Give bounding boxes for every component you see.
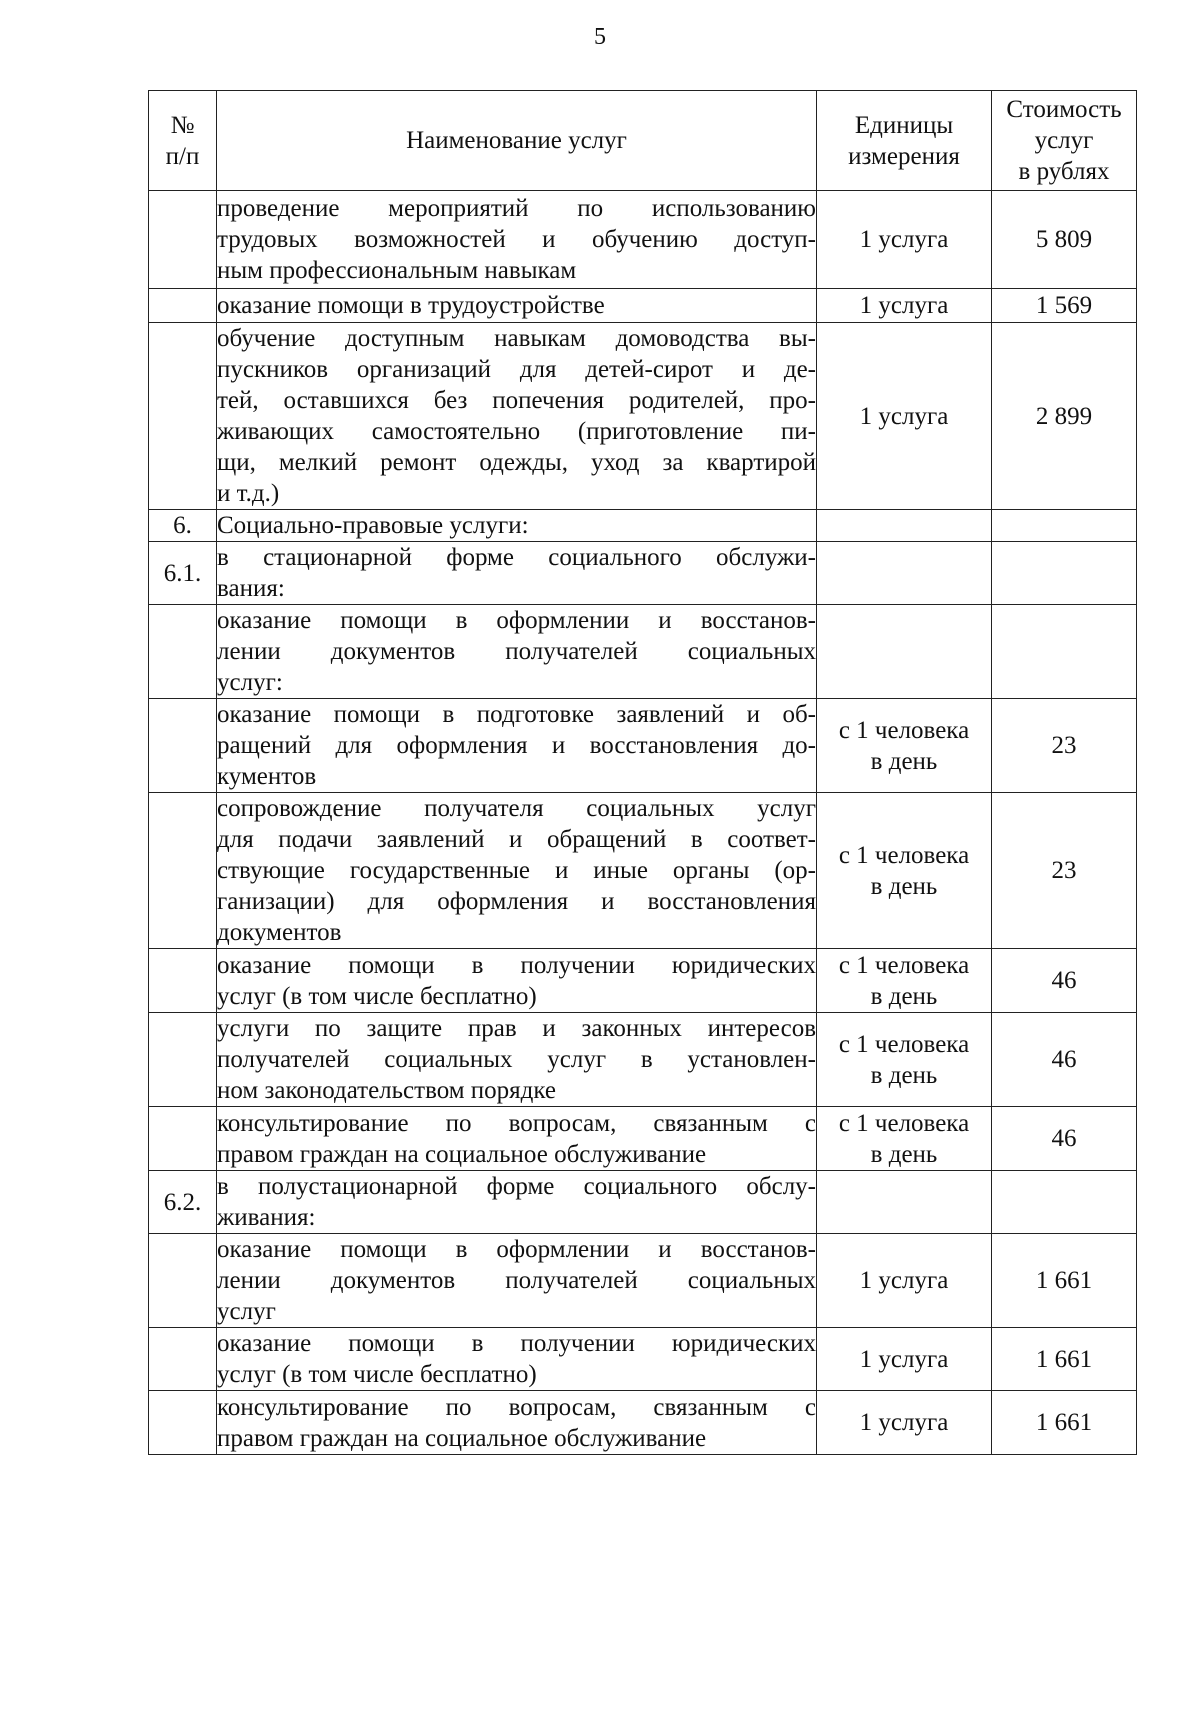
cost-cell: 2 899 — [992, 323, 1137, 510]
service-name-line: оказание помощи в оформлении и восстанов- — [217, 607, 816, 634]
unit-line: в день — [870, 1061, 938, 1089]
service-name-line: правом граждан на социальное обслуживание — [217, 1424, 707, 1452]
row-number-cell — [149, 289, 217, 323]
row-number-cell — [149, 1107, 217, 1171]
unit-cell — [817, 323, 992, 510]
unit-cell — [817, 699, 992, 793]
row-number-cell — [149, 699, 217, 793]
unit-line: 1 услуга — [859, 1409, 949, 1436]
table-row — [149, 510, 1137, 542]
service-name-line: услуг (в том числе бесплатно) — [217, 982, 537, 1010]
service-name-line: пускников организаций для детей-сирот и де- — [217, 356, 816, 383]
table-row — [149, 1013, 1137, 1107]
service-name-cell — [217, 1171, 817, 1234]
row-number-cell — [149, 323, 217, 510]
unit-cell — [817, 510, 992, 542]
unit-cell — [817, 1107, 992, 1171]
unit-line: с 1 человека — [838, 951, 970, 979]
table-row — [149, 1328, 1137, 1391]
service-name-cell — [217, 510, 817, 542]
service-name-line: Социально-правовые услуги: — [217, 512, 529, 539]
row-number-cell — [149, 1328, 217, 1391]
header-cost-line: услуг — [1034, 127, 1094, 154]
service-name-line: тей, оставшихся без попечения родителей, про- — [217, 387, 816, 414]
row-number-cell: 6. — [149, 510, 217, 542]
unit-line: 1 услуга — [859, 402, 949, 430]
service-name-line: в полустационарной форме социального обслу- — [217, 1173, 816, 1200]
row-number-cell: 6.1. — [149, 542, 217, 605]
cost-cell — [992, 510, 1137, 542]
service-name-line: для подачи заявлений и обращений в соответ- — [217, 826, 816, 853]
service-name-line: ращений для оформления и восстановления до- — [217, 732, 816, 759]
service-name-cell — [217, 605, 817, 699]
unit-line: с 1 человека — [838, 716, 970, 744]
cost-cell — [992, 1171, 1137, 1234]
page-number: 5 — [594, 24, 606, 50]
service-name-line: консультирование по вопросам, связанным с — [217, 1109, 816, 1137]
service-name-line: и т.д.) — [217, 480, 280, 507]
service-name-line: оказание помощи в получении юридических — [217, 951, 816, 979]
cost-cell: 46 — [992, 1107, 1137, 1171]
row-number-cell — [149, 949, 217, 1013]
table-row — [149, 289, 1137, 323]
cost-cell: 1 569 — [992, 289, 1137, 323]
header-cost-line: в рублях — [1018, 158, 1110, 185]
unit-cell — [817, 793, 992, 949]
row-number-cell — [149, 1234, 217, 1328]
table-row — [149, 949, 1137, 1013]
service-name-cell — [217, 289, 817, 323]
table-row — [149, 191, 1137, 289]
unit-cell — [817, 1171, 992, 1234]
unit-cell — [817, 191, 992, 289]
service-name-cell — [217, 1013, 817, 1107]
header-cost-line: Стоимость — [1006, 96, 1122, 123]
table-row — [149, 1234, 1137, 1328]
header-name-cell — [217, 91, 817, 191]
row-number-cell — [149, 1391, 217, 1455]
service-name-line: проведение мероприятий по использованию — [217, 195, 816, 222]
header-number-line: № — [170, 111, 195, 139]
service-name-cell — [217, 1391, 817, 1455]
table-row — [149, 1107, 1137, 1171]
service-name-cell — [217, 1234, 817, 1328]
table-header-row — [149, 91, 1137, 191]
service-name-line: трудовых возможностей и обучению доступ- — [217, 226, 816, 253]
service-name-cell — [217, 191, 817, 289]
unit-line: с 1 человека — [838, 1109, 970, 1137]
service-name-cell — [217, 542, 817, 605]
unit-cell — [817, 542, 992, 605]
service-name-line: услуг — [217, 1298, 276, 1325]
unit-line: с 1 человека — [838, 1030, 970, 1058]
service-name-cell — [217, 323, 817, 510]
unit-line: 1 услуга — [859, 292, 949, 319]
unit-cell — [817, 1013, 992, 1107]
service-name-line: ным профессиональным навыкам — [217, 257, 577, 284]
cost-cell: 1 661 — [992, 1391, 1137, 1455]
service-name-line: щи, мелкий ремонт одежды, уход за квартирой — [217, 449, 816, 476]
unit-line: в день — [870, 982, 938, 1010]
unit-line: 1 услуга — [859, 226, 949, 253]
cost-cell: 5 809 — [992, 191, 1137, 289]
unit-cell — [817, 289, 992, 323]
table-row — [149, 323, 1137, 510]
unit-line: в день — [870, 872, 938, 900]
service-name-line: оказание помощи в получении юридических — [217, 1330, 816, 1357]
service-name-line: ном законодательством порядке — [217, 1077, 557, 1104]
header-name-label: Наименование услуг — [406, 127, 627, 154]
service-name-line: консультирование по вопросам, связанным с — [217, 1393, 816, 1421]
row-number-cell — [149, 191, 217, 289]
row-number-cell — [149, 1013, 217, 1107]
header-number-cell — [149, 91, 217, 191]
header-cost-cell — [992, 91, 1137, 191]
table-row — [149, 793, 1137, 949]
header-unit-line: Единицы — [854, 111, 954, 139]
service-name-line: услуг (в том числе бесплатно) — [217, 1361, 537, 1388]
unit-line: в день — [870, 747, 938, 775]
unit-line: с 1 человека — [838, 841, 970, 869]
table-row — [149, 605, 1137, 699]
cost-cell — [992, 542, 1137, 605]
table-row — [149, 699, 1137, 793]
unit-cell — [817, 605, 992, 699]
service-name-line: оказание помощи в трудоустройстве — [217, 292, 605, 319]
service-name-line: живающих самостоятельно (приготовление пи- — [217, 418, 816, 445]
service-name-cell — [217, 1328, 817, 1391]
row-number-cell: 6.2. — [149, 1171, 217, 1234]
unit-cell — [817, 1391, 992, 1455]
service-name-line: услуги по защите прав и законных интересов — [217, 1015, 816, 1042]
service-name-line: оказание помощи в оформлении и восстанов- — [217, 1236, 816, 1263]
header-unit-cell — [817, 91, 992, 191]
service-name-line: живания: — [217, 1204, 316, 1231]
service-name-line: услуг: — [217, 669, 283, 696]
service-name-line: вания: — [217, 575, 285, 602]
row-number-cell — [149, 605, 217, 699]
cost-cell: 46 — [992, 949, 1137, 1013]
unit-cell — [817, 1234, 992, 1328]
table-body — [149, 191, 1137, 1455]
unit-cell — [817, 1328, 992, 1391]
service-name-line: ганизации) для оформления и восстановления — [217, 888, 816, 915]
table-row — [149, 1171, 1137, 1234]
cost-cell: 1 661 — [992, 1328, 1137, 1391]
cost-cell: 1 661 — [992, 1234, 1137, 1328]
unit-line: 1 услуга — [859, 1267, 949, 1294]
service-name-line: оказание помощи в подготовке заявлений и об- — [217, 701, 816, 728]
service-name-line: получателей социальных услуг в установлен- — [217, 1046, 816, 1073]
cost-cell: 23 — [992, 793, 1137, 949]
service-name-line: лении документов получателей социальных — [217, 638, 816, 665]
service-name-line: лении документов получателей социальных — [217, 1267, 816, 1294]
service-name-cell — [217, 949, 817, 1013]
row-number-cell — [149, 793, 217, 949]
unit-line: в день — [870, 1140, 938, 1168]
unit-line: 1 услуга — [859, 1345, 949, 1373]
services-price-table — [148, 90, 1137, 1455]
service-name-line: правом граждан на социальное обслуживание — [217, 1140, 707, 1168]
service-name-line: обучение доступным навыкам домоводства вы- — [217, 325, 816, 352]
unit-cell — [817, 949, 992, 1013]
header-unit-line: измерения — [848, 142, 960, 170]
header-number-line: п/п — [165, 142, 200, 170]
service-name-cell — [217, 699, 817, 793]
table-row — [149, 1391, 1137, 1455]
service-name-line: кументов — [217, 763, 317, 790]
service-name-line: документов — [217, 919, 342, 946]
service-name-cell — [217, 1107, 817, 1171]
service-name-line: в стационарной форме социального обслужи- — [217, 544, 816, 571]
cost-cell: 46 — [992, 1013, 1137, 1107]
service-name-cell — [217, 793, 817, 949]
table-row — [149, 542, 1137, 605]
service-name-line: ствующие государственные и иные органы (ор- — [217, 857, 816, 884]
service-name-line: сопровождение получателя социальных услуг — [217, 795, 816, 822]
cost-cell — [992, 605, 1137, 699]
cost-cell: 23 — [992, 699, 1137, 793]
